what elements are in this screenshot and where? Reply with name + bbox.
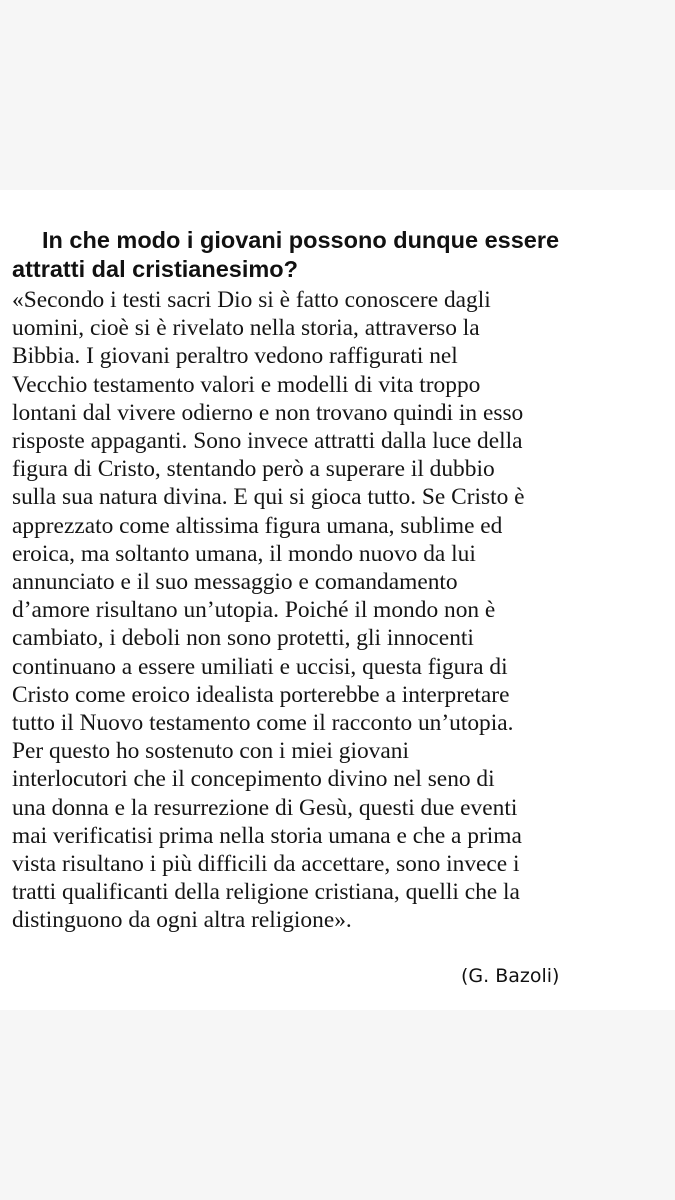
answer-line: lontani dal vivere odierno e non trovano quindi in esso bbox=[12, 399, 524, 426]
answer-line: Vecchio testamento valori e modelli di vita troppo bbox=[12, 371, 481, 398]
answer-line: interlocutori che il concepimento divino nel seno di bbox=[12, 766, 495, 793]
answer-line: Per questo ho sostenuto con i miei giovani bbox=[12, 738, 409, 765]
answer-line: tutto il Nuovo testamento come il racconto un’utopia. bbox=[12, 710, 514, 737]
answer-line: cambiato, i deboli non sono protetti, gli innocenti bbox=[12, 625, 474, 652]
answer-line: una donna e la resurrezione di Gesù, questi due eventi bbox=[12, 794, 518, 821]
answer-line: distinguono da ogni altra religione». bbox=[12, 907, 352, 934]
answer-line: mai verificatisi prima nella storia umana e che a prima bbox=[12, 822, 522, 849]
author-signature: (G. Bazoli) bbox=[461, 965, 560, 987]
interview-question bbox=[12, 226, 662, 284]
answer-line: apprezzato come altissima figura umana, sublime ed bbox=[12, 512, 503, 539]
answer-line: uomini, cioè si è rivelato nella storia, attraverso la bbox=[12, 315, 480, 342]
answer-line: risposte appaganti. Sono invece attratti dalla luce della bbox=[12, 428, 523, 455]
answer-line: vista risultano i più difficili da accettare, sono invece i bbox=[12, 851, 520, 878]
answer-line: eroica, ma soltanto umana, il mondo nuovo da lui bbox=[12, 540, 476, 567]
answer-line: «Secondo i testi sacri Dio si è fatto conoscere dagli bbox=[12, 287, 491, 313]
answer-line: tratti qualificanti della religione cristiana, quelli che la bbox=[12, 879, 520, 906]
answer-line: Bibbia. I giovani peraltro vedono raffigurati nel bbox=[12, 343, 458, 370]
interview-excerpt bbox=[12, 226, 662, 935]
question-line: attratti dal cristianesimo? bbox=[12, 256, 298, 282]
answer-line: sulla sua natura divina. E qui si gioca tutto. Se Cristo è bbox=[12, 484, 525, 511]
answer-line: annunciato e il suo messaggio e comandamento bbox=[12, 569, 458, 596]
answer-line: Cristo come eroico idealista porterebbe a interpretare bbox=[12, 681, 510, 708]
answer-line: d’amore risultano un’utopia. Poiché il mondo non è bbox=[12, 597, 496, 624]
interview-answer bbox=[12, 286, 662, 935]
answer-line: continuano a essere umiliati e uccisi, questa figura di bbox=[12, 653, 508, 680]
question-line: In che modo i giovani possono dunque essere bbox=[42, 227, 560, 253]
answer-line: figura di Cristo, stentando però a superare il dubbio bbox=[12, 456, 495, 483]
